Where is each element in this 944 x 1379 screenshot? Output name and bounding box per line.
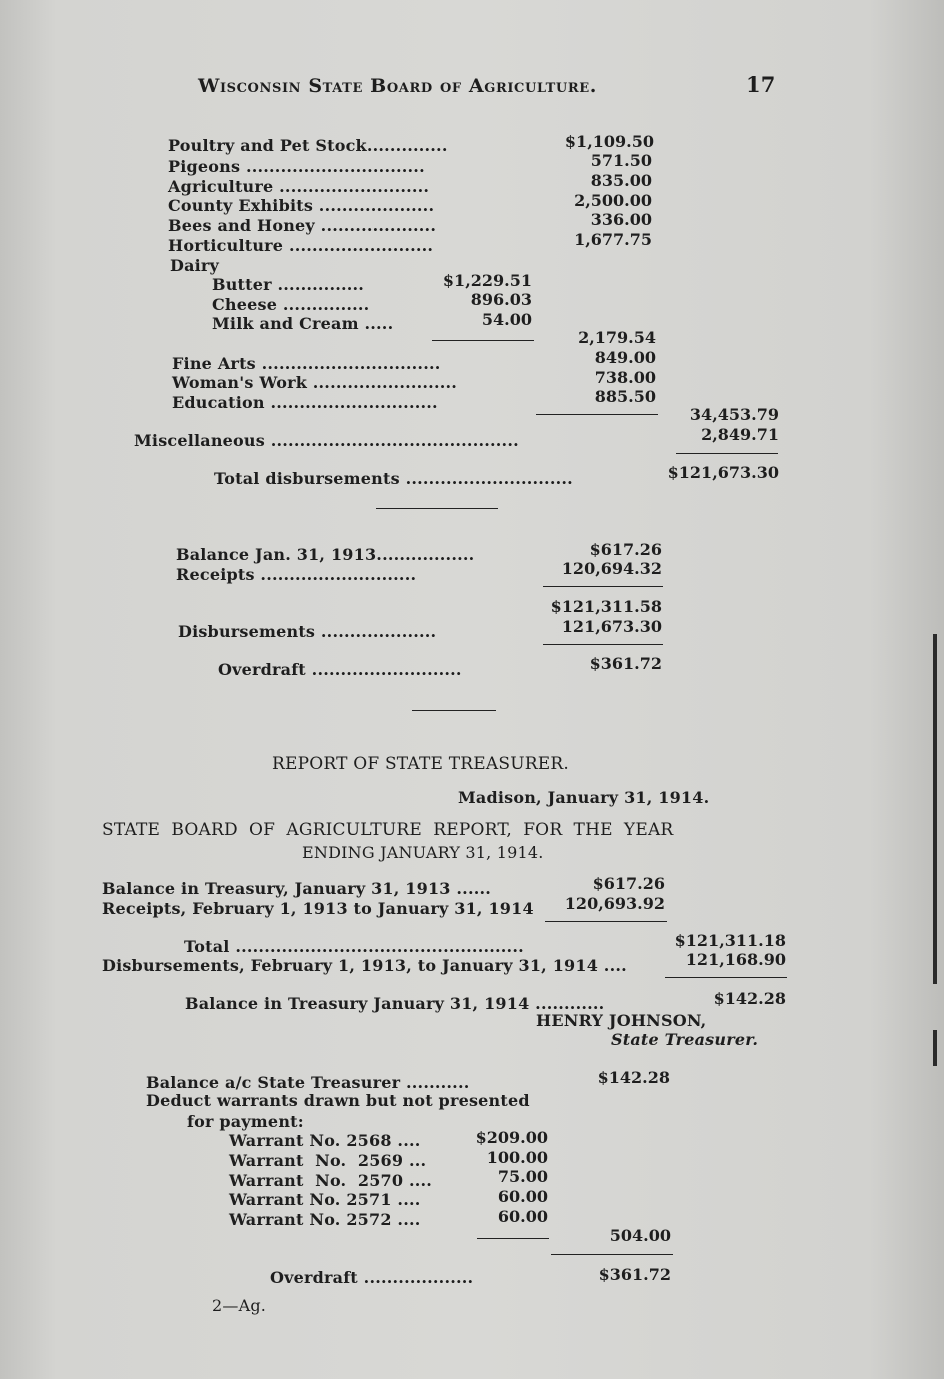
line-label: Education ............................. — [172, 393, 438, 412]
sum-rule — [665, 977, 787, 978]
line-label: Balance Jan. 31, 1913................. — [176, 545, 475, 564]
final-overdraft-label: Overdraft ................... — [270, 1268, 474, 1287]
warrants-total: 504.00 — [609, 1226, 671, 1245]
report-heading: REPORT OF STATE TREASURER. — [272, 754, 569, 774]
warrant-amount: $209.00 — [475, 1128, 548, 1147]
report-title-line2: ENDING JANUARY 31, 1914. — [302, 843, 544, 862]
signature-mark: 2—Ag. — [212, 1296, 267, 1315]
line-amount: 120,694.32 — [561, 559, 662, 578]
closing-balance-amount: $142.28 — [713, 989, 786, 1008]
line-amount: 2,500.00 — [574, 191, 652, 210]
line-label: Balance in Treasury, January 31, 1913 ...... — [102, 879, 492, 898]
line-label: Pigeons ............................... — [168, 157, 425, 176]
warrant-amount: 60.00 — [497, 1187, 548, 1206]
line-label: Disbursements, February 1, 1913, to January 31, 1914 .... — [102, 956, 627, 975]
line-amount: 849.00 — [594, 348, 656, 367]
line-label: Disbursements .................... — [178, 622, 437, 641]
binding-edge-mark — [933, 1030, 937, 1066]
report-title-line1: STATE BOARD OF AGRICULTURE REPORT, FOR THE YEAR — [102, 820, 674, 840]
final-overdraft-amount: $361.72 — [598, 1265, 671, 1284]
sum-rule — [536, 414, 658, 415]
line-label: Poultry and Pet Stock.............. — [168, 136, 448, 155]
dairy-total: 2,179.54 — [578, 328, 656, 347]
section-divider — [412, 710, 496, 711]
line-amount: $1,229.51 — [442, 271, 532, 290]
signer-title: State Treasurer. — [611, 1030, 759, 1049]
line-amount: 738.00 — [594, 368, 656, 387]
line-amount: 54.00 — [481, 310, 532, 329]
dairy-label: Dairy — [170, 256, 220, 275]
line-amount: $1,109.50 — [564, 132, 654, 151]
sum-rule — [543, 644, 663, 645]
line-label: Cheese ............... — [212, 295, 370, 314]
premiums-total: 34,453.79 — [689, 405, 779, 424]
warrant-label: Warrant No. 2571 .... — [229, 1190, 421, 1209]
line-label: Horticulture ......................... — [168, 236, 434, 255]
warrant-amount: 60.00 — [497, 1207, 548, 1226]
sum-rule — [477, 1238, 549, 1239]
line-label: Receipts ........................... — [176, 565, 417, 584]
line-label: Balance a/c State Treasurer ........... — [146, 1073, 470, 1092]
report-dateline: Madison, January 31, 1914. — [458, 788, 710, 807]
warrant-label: Warrant No. 2569 ... — [229, 1151, 427, 1170]
line-label: Fine Arts ............................... — [172, 354, 441, 373]
line-amount: 885.50 — [594, 387, 656, 406]
deduct-text: Deduct warrants drawn but not presented — [146, 1091, 530, 1110]
line-amount: 121,673.30 — [561, 617, 662, 636]
total-disbursements-label: Total disbursements ............................. — [214, 469, 573, 488]
line-amount: $142.28 — [597, 1068, 670, 1087]
deduct-text-continued: for payment: — [187, 1112, 304, 1131]
line-amount: $121,311.18 — [674, 931, 786, 950]
overdraft-label: Overdraft .......................... — [218, 660, 462, 679]
warrant-label: Warrant No. 2570 .... — [229, 1171, 433, 1190]
overdraft-amount: $361.72 — [589, 654, 662, 673]
line-label: Bees and Honey .................... — [168, 216, 437, 235]
line-label: Butter ............... — [212, 275, 365, 294]
line-label: Miscellaneous ........................................... — [134, 431, 519, 450]
line-amount: 121,168.90 — [685, 950, 786, 969]
sum-rule — [676, 453, 778, 454]
line-label: County Exhibits .................... — [168, 196, 435, 215]
line-amount: 1,677.75 — [574, 230, 652, 249]
total-disbursements-amount: $121,673.30 — [667, 463, 779, 482]
line-amount: 336.00 — [590, 210, 652, 229]
line-label: Woman's Work ......................... — [172, 373, 458, 392]
section-divider — [376, 508, 498, 509]
sum-rule — [543, 586, 663, 587]
sum-rule — [551, 1254, 673, 1255]
line-amount: 120,693.92 — [564, 894, 665, 913]
line-amount: 2,849.71 — [701, 425, 779, 444]
signer-name: HENRY JOHNSON, — [536, 1011, 707, 1030]
warrant-amount: 75.00 — [497, 1167, 548, 1186]
line-amount: 835.00 — [590, 171, 652, 190]
line-amount: 896.03 — [470, 290, 532, 309]
line-label: Milk and Cream ..... — [212, 314, 394, 333]
line-label: Total .................................................. — [184, 937, 524, 956]
binding-edge-mark — [933, 634, 937, 984]
page-number: 17 — [746, 72, 776, 97]
warrant-label: Warrant No. 2568 .... — [229, 1131, 421, 1150]
sum-rule — [545, 921, 667, 922]
warrant-amount: 100.00 — [486, 1148, 548, 1167]
line-amount: $617.26 — [589, 540, 662, 559]
running-title: Wisconsin State Board of Agriculture. — [198, 75, 597, 97]
sum-rule — [432, 340, 534, 341]
line-amount: $617.26 — [592, 874, 665, 893]
warrant-label: Warrant No. 2572 .... — [229, 1210, 421, 1229]
line-label: Receipts, February 1, 1913 to January 31, 1914 — [102, 899, 534, 918]
closing-balance-label: Balance in Treasury January 31, 1914 ............ — [185, 994, 605, 1013]
line-amount: 571.50 — [590, 151, 652, 170]
line-label: Agriculture .......................... — [168, 177, 430, 196]
subtotal-amount: $121,311.58 — [550, 597, 662, 616]
